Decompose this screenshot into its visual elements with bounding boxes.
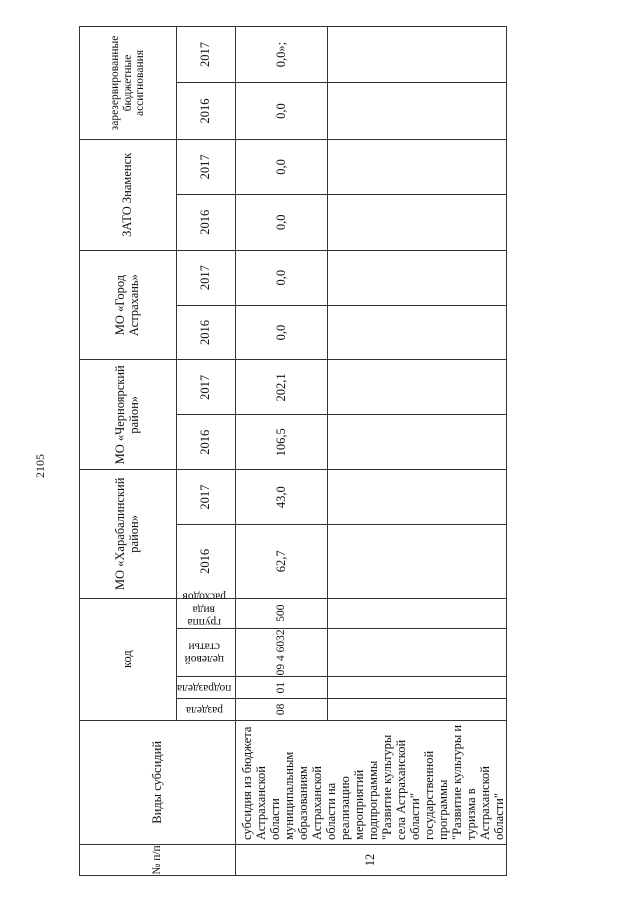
- value-reserved-2017: 0,0»;: [236, 27, 327, 83]
- blank-cell: [327, 139, 507, 194]
- header-code-subsection: [177, 677, 236, 699]
- header-group-kharabali: МО «Харабалинский район»: [80, 470, 177, 598]
- header-num: № п/п: [80, 844, 236, 875]
- blank-cell: [327, 27, 507, 83]
- header-code-expense-group: [177, 590, 236, 628]
- blank-cell: [327, 360, 507, 415]
- value-chernoyarsk-2017: 202,1: [236, 360, 327, 415]
- header-group-znamensk: ЗАТО Знаменск: [80, 139, 177, 250]
- blank-cell: [327, 305, 507, 360]
- code-subsection-label: подраздела: [177, 681, 232, 694]
- header-code-section: [177, 698, 236, 720]
- header-group-reserved: зарезервированные бюджетные ассигнования: [80, 27, 177, 140]
- row-code-section: 08: [236, 698, 327, 720]
- header-group-astrakhan: МО «Город Астрахань»: [80, 250, 177, 360]
- header-subsidy-types: Виды субсидий: [80, 720, 236, 844]
- header-year-2016-b: 2016: [177, 415, 236, 470]
- header-year-2017-a: 2017: [177, 470, 236, 525]
- blank-cell: [327, 415, 507, 470]
- row-code-target: 09 4 6032: [236, 628, 327, 677]
- value-astrakhan-2016: 0,0: [236, 305, 327, 360]
- code-expense-group-label: группа вида расходов: [182, 590, 226, 628]
- rotated-table-container: [79, 26, 507, 876]
- value-kharabali-2017: 43,0: [236, 470, 327, 525]
- header-year-2016-d: 2016: [177, 194, 236, 250]
- blank-cell: [327, 250, 507, 305]
- blank-cell: [327, 628, 507, 677]
- code-section-label: раздела: [185, 703, 223, 716]
- row-number: 12: [236, 844, 507, 875]
- row-code-expense-group: 500: [236, 598, 327, 628]
- header-group-chernoyarsk: МО «Черноярский район»: [80, 360, 177, 470]
- blank-cell: [327, 525, 507, 599]
- page-number: 2105: [33, 454, 47, 478]
- blank-cell: [327, 194, 507, 250]
- header-year-2017-b: 2017: [177, 360, 236, 415]
- blank-cell: [327, 698, 507, 720]
- blank-cell: [327, 83, 507, 140]
- value-reserved-2016: 0,0: [236, 83, 327, 140]
- header-year-2016-e: 2016: [177, 83, 236, 140]
- header-year-2017-c: 2017: [177, 250, 236, 305]
- row-code-subsection: 01: [236, 677, 327, 699]
- blank-cell: [327, 598, 507, 628]
- row-subsidy-text: субсидия из бюджета Астраханской области муниципальным образованиям Астраханской области на реализацию мероприятий подпрограммы "Развитие культуры села Астраханской области" государственной программы "Развитие культуры и туризма в Астраханской области": [236, 720, 507, 844]
- code-target-label: целевой статьи: [184, 640, 224, 666]
- value-znamensk-2017: 0,0: [236, 139, 327, 194]
- value-astrakhan-2017: 0,0: [236, 250, 327, 305]
- header-code: код: [80, 598, 177, 720]
- value-kharabali-2016: 62,7: [236, 525, 327, 599]
- header-code-target: [177, 628, 236, 677]
- header-year-2016-a: 2016: [177, 525, 236, 599]
- blank-cell: [327, 470, 507, 525]
- value-znamensk-2016: 0,0: [236, 194, 327, 250]
- blank-cell: [327, 677, 507, 699]
- value-chernoyarsk-2016: 106,5: [236, 415, 327, 470]
- header-year-2016-c: 2016: [177, 305, 236, 360]
- subsidy-table: [79, 26, 507, 876]
- header-year-2017-e: 2017: [177, 27, 236, 83]
- header-year-2017-d: 2017: [177, 139, 236, 194]
